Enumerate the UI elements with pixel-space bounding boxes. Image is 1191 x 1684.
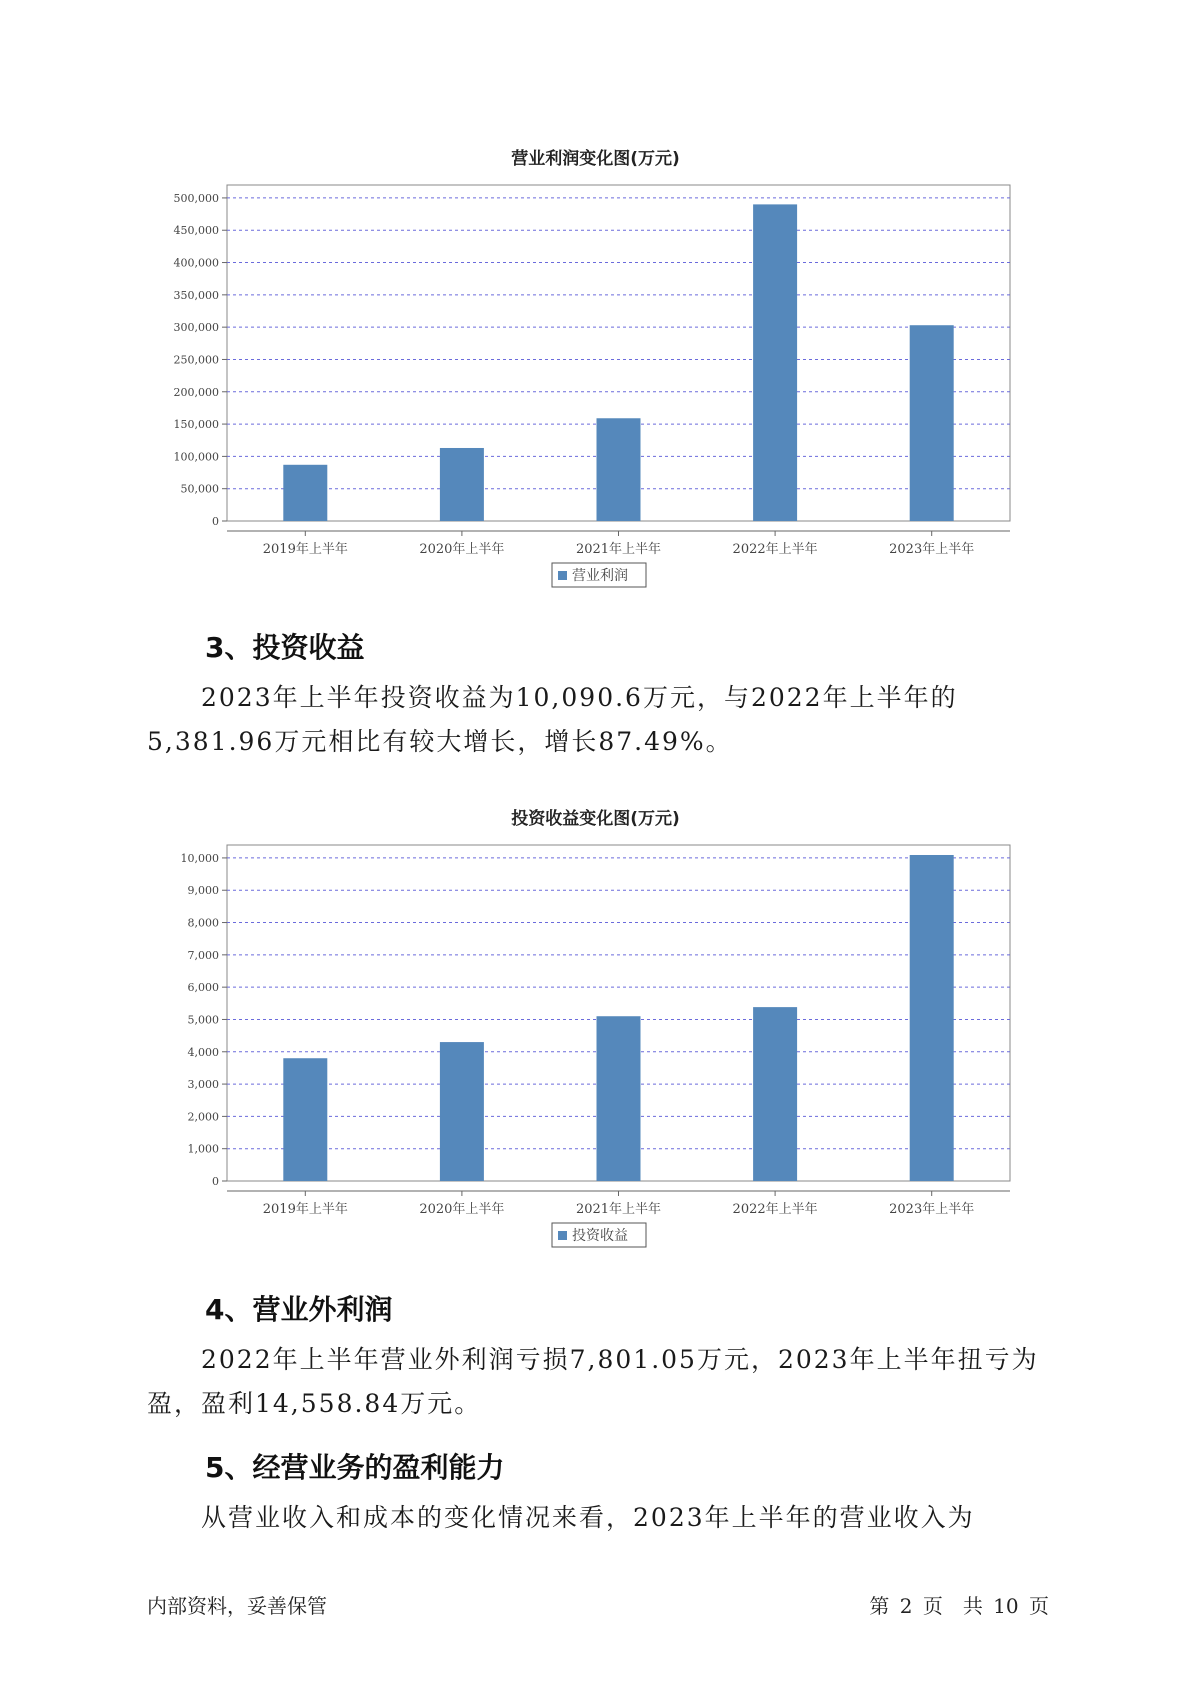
y-tick-label: 50,000 [180, 482, 219, 496]
section-4-paragraph: 2022年上半年营业外利润亏损7,801.05万元，2023年上半年扭亏为盈，盈利14,558.84万元。 [147, 1345, 1039, 1418]
x-tick-label: 2021年上半年 [575, 1202, 662, 1217]
y-tick-label: 2,000 [187, 1110, 219, 1124]
y-tick-label: 10,000 [180, 851, 219, 865]
y-tick-label: 6,000 [187, 981, 219, 995]
y-tick-label: 200,000 [173, 385, 219, 399]
x-tick-label: 2021年上半年 [575, 542, 662, 557]
legend-label: 营业利润 [572, 568, 628, 584]
section-5-paragraph: 从营业收入和成本的变化情况来看，2023年上半年的营业收入为 [201, 1503, 975, 1532]
y-tick-label: 7,000 [187, 948, 219, 962]
bar [910, 325, 954, 521]
bar [753, 204, 797, 521]
operating-profit-chart [0, 170, 1191, 590]
chart-2-title: 投资收益变化图(万元) [511, 809, 680, 829]
y-tick-label: 400,000 [173, 256, 219, 270]
bar [597, 418, 641, 521]
bar [440, 1042, 484, 1181]
bar [440, 448, 484, 521]
y-tick-label: 5,000 [187, 1013, 219, 1027]
bar [283, 465, 327, 521]
y-tick-label: 100,000 [173, 450, 219, 464]
y-tick-label: 3,000 [187, 1078, 219, 1092]
section-4-heading: 4、营业外利润 [205, 1293, 393, 1326]
bar [597, 1016, 641, 1181]
y-tick-label: 150,000 [173, 418, 219, 432]
y-tick-label: 1,000 [187, 1142, 219, 1156]
legend-swatch [558, 571, 567, 580]
x-tick-label: 2022年上半年 [732, 542, 818, 557]
x-tick-label: 2019年上半年 [262, 1202, 348, 1217]
footer-confidential-note: 内部资料，妥善保管 [147, 1594, 327, 1618]
y-tick-label: 4,000 [187, 1045, 219, 1059]
x-tick-label: 2023年上半年 [889, 542, 975, 557]
y-tick-label: 500,000 [173, 191, 219, 205]
y-tick-label: 9,000 [187, 884, 219, 898]
legend-swatch [558, 1231, 567, 1240]
section-5-heading: 5、经营业务的盈利能力 [205, 1451, 505, 1484]
bar [910, 855, 954, 1181]
x-tick-label: 2019年上半年 [262, 542, 348, 557]
y-tick-label: 350,000 [173, 288, 219, 302]
x-tick-label: 2023年上半年 [889, 1202, 975, 1217]
bar [283, 1058, 327, 1181]
y-tick-label: 450,000 [173, 224, 219, 238]
section-3-paragraph: 2023年上半年投资收益为10,090.6万元，与2022年上半年的5,381.96万元相比有较大增长，增长87.49%。 [147, 683, 958, 756]
y-tick-label: 0 [212, 515, 219, 528]
footer-page-number: 第 2 页 共 10 页 [869, 1594, 1049, 1618]
y-tick-label: 8,000 [187, 916, 219, 930]
x-tick-label: 2022年上半年 [732, 1202, 818, 1217]
section-3-heading: 3、投资收益 [205, 631, 365, 664]
y-tick-label: 250,000 [173, 353, 219, 367]
investment-income-chart [0, 830, 1191, 1250]
x-tick-label: 2020年上半年 [419, 1202, 505, 1217]
y-tick-label: 0 [212, 1175, 219, 1188]
x-tick-label: 2020年上半年 [419, 542, 505, 557]
y-tick-label: 300,000 [173, 321, 219, 335]
chart-1-title: 营业利润变化图(万元) [511, 149, 680, 169]
bar [753, 1007, 797, 1181]
legend-label: 投资收益 [572, 1228, 628, 1244]
